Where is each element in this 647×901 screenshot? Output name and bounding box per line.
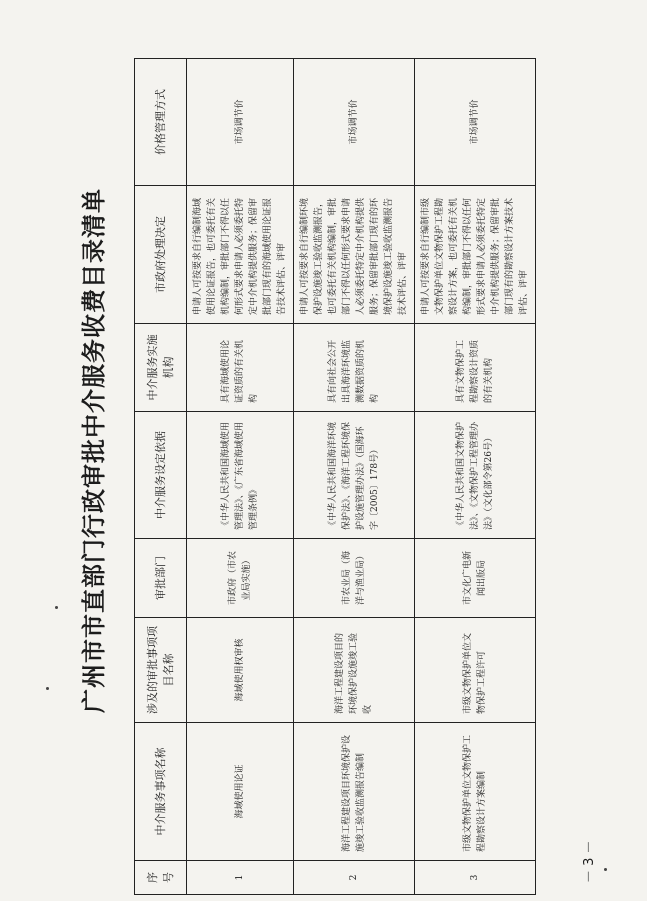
header-seq: 序号 (135, 861, 187, 895)
cell-approval-item: 市级文物保护单位文物保护工程许可 (415, 618, 536, 723)
cell-price: 市场调节价 (187, 59, 294, 186)
header-row (135, 59, 187, 895)
cell-dept: 市政府（市农业局实施） (187, 539, 294, 618)
cell-approval-item: 海域使用权审核 (187, 618, 294, 723)
table-row (187, 59, 294, 895)
cell-item: 海洋工程建设项目环境保护设施竣工验收监测报告编制 (294, 723, 415, 861)
cell-seq: 2 (294, 861, 415, 895)
scan-speck (55, 606, 58, 609)
header-decision: 市政府处理决定 (135, 186, 187, 324)
fee-catalog-table (134, 58, 536, 895)
header-approval-item: 涉及的审批事项项目名称 (135, 618, 187, 723)
scan-speck (46, 687, 49, 690)
cell-dept: 市农业局（海洋与渔业局） (294, 539, 415, 618)
cell-price: 市场调节价 (415, 59, 536, 186)
header-item: 中介服务事项名称 (135, 723, 187, 861)
cell-dept: 市文化广电新闻出版局 (415, 539, 536, 618)
table-row (415, 59, 536, 895)
scan-speck (604, 868, 607, 871)
cell-item: 海域使用论证 (187, 723, 294, 861)
page-number: － 3 － (582, 840, 597, 883)
cell-basis: 《中华人民共和国海域使用管理法》、《广东省海域使用管理条例》 (187, 412, 294, 539)
page-title: 广州市市直部门行政审批中介服务收费目录清单 (79, 188, 108, 713)
header-price: 价格管理方式 (135, 59, 187, 186)
cell-decision: 申请人可按要求自行编制环境保护设施竣工验收监测报告，也可委托有关机构编制，审批部门不得以任何形式要求申请人必须委托特定中介机构提供服务；保留审批部门现有的环境保护设施竣工验收监测报告技术评估、评审 (294, 186, 415, 324)
table-row (294, 59, 415, 895)
cell-item: 市级文物保护单位文物保护工程勘察设计方案编制 (415, 723, 536, 861)
cell-approval-item: 海洋工程建设项目的环境保护设施竣工验收 (294, 618, 415, 723)
cell-seq: 1 (187, 861, 294, 895)
cell-basis: 《中华人民共和国文物保护法》、《文物保护工程管理办法》（文化部令第26号） (415, 412, 536, 539)
header-basis: 中介服务设定依据 (135, 412, 187, 539)
header-agency: 中介服务实施机构 (135, 324, 187, 412)
cell-decision: 申请人可按要求自行编制海域使用论证报告，也可委托有关机构编制，审批部门不得以任何形式要求申请人必须委托特定中介机构提供服务；保留审批部门现有的海域使用论证报告技术评估、评审 (187, 186, 294, 324)
cell-decision: 申请人可按要求自行编制市级文物保护单位文物保护工程勘察设计方案，也可委托有关机构编制，审批部门不得以任何形式要求申请人必须委托特定中介机构提供服务；保留审批部门现有的勘察设计方案技术评估、评审 (415, 186, 536, 324)
cell-price: 市场调节价 (294, 59, 415, 186)
cell-seq: 3 (415, 861, 536, 895)
cell-agency: 具有文物保护工程勘察设计资质的有关机构 (415, 324, 536, 412)
cell-agency: 具有海域使用论证资质的有关机构 (187, 324, 294, 412)
header-dept: 审批部门 (135, 539, 187, 618)
cell-agency: 具有向社会公开出具海洋环境监测数据资质的机构 (294, 324, 415, 412)
cell-basis: 《中华人民共和国海洋环境保护法》、《海洋工程环境保护设施管理办法》（国海环字〔2005〕178号） (294, 412, 415, 539)
